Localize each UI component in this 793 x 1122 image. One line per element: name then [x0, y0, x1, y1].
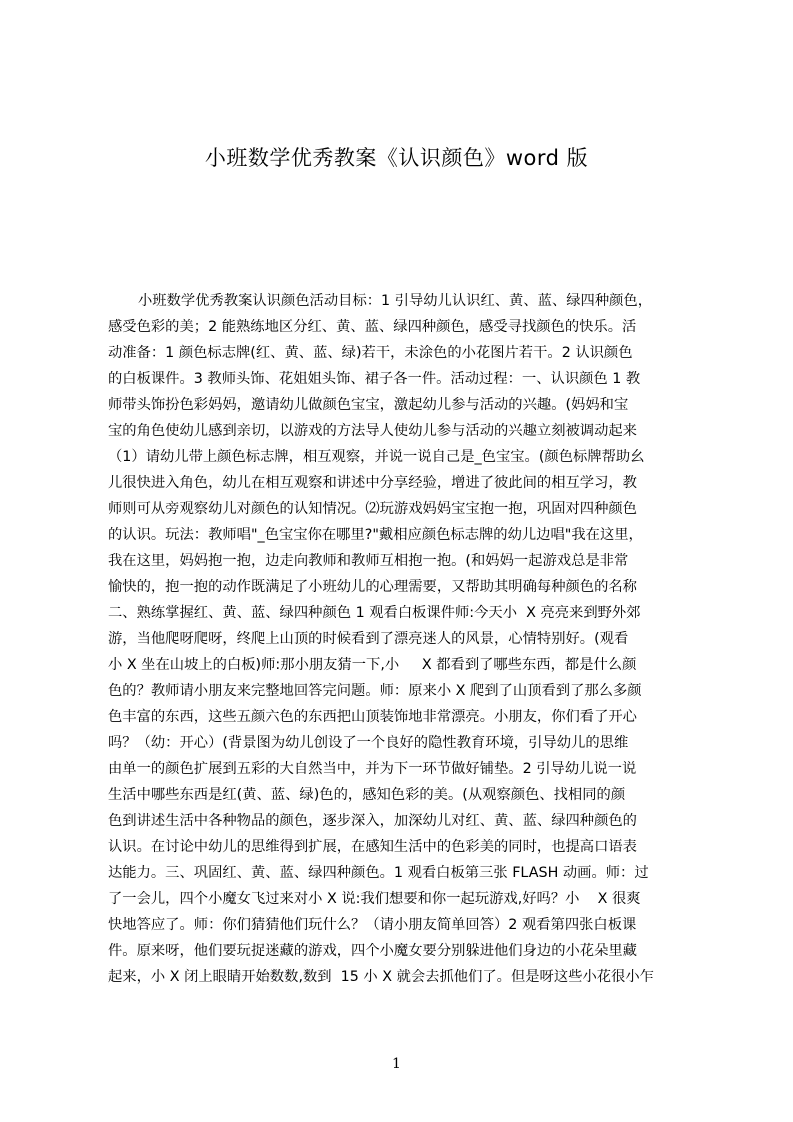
body-line: 达能力。三、巩固红、黄、蓝、绿四种颜色。1 观看白板第三张 FLASH 动画。师：过 [108, 865, 649, 881]
body-line: 小 X 坐在山坡上的白板)师:那小朋友猜一下,小 X 都看到了哪些东西，都是什么颜 [108, 657, 637, 673]
page-number: 1 [392, 1056, 401, 1072]
body-line: 小班数学优秀教案认识颜色活动目标：1 引导幼儿认识红、黄、蓝、绿四种颜色， [138, 293, 653, 309]
body-line: 吗？（幼：开心）(背景图为幼儿创设了一个良好的隐性教育环境，引导幼儿的思维 [108, 735, 629, 751]
body-line: 由单一的颜色扩展到五彩的大自然当中，并为下一环节做好铺垫。2 引导幼儿说一说 [108, 761, 637, 777]
body-line: 了一会儿，四个小魔女飞过来对小 X 说:我们想要和你一起玩游戏,好吗？小 X 很爽 [108, 891, 641, 907]
document-title: 小班数学优秀教案《认识颜色》word 版 [204, 146, 589, 170]
body-line: 生活中哪些东西是红(黄、蓝、绿)色的，感知色彩的美。(从观察颜色、找相同的颜 [108, 787, 626, 803]
body-line: （1）请幼儿带上颜色标志牌，相互观察，并说一说自己是_色宝宝。(颜色标牌帮助幺 [108, 449, 645, 465]
body-line: 二、熟练掌握红、黄、蓝、绿四种颜色 1 观看白板课件师:今天小 X 亮亮来到野外郊 [108, 605, 641, 621]
body-line: 色到讲述生活中各种物品的颜色，逐步深入，加深幼儿对红、黄、蓝、绿四种颜色的 [108, 813, 637, 829]
body-line: 件。原来呀，他们要玩捉迷藏的游戏，四个小魔女要分别躲进他们身边的小花朵里藏 [108, 943, 637, 959]
body-line: 感受色彩的美；2 能熟练地区分红、黄、蓝、绿四种颜色，感受寻找颜色的快乐。活 [108, 319, 637, 335]
body-line: 色的？教师请小朋友来完整地回答完问题。师：原来小 X 爬到了山顶看到了那么多颜 [108, 683, 642, 699]
body-line: 的认识。玩法：教师唱"_色宝宝你在哪里?"戴相应颜色标志牌的幼儿边唱"我在这里， [108, 527, 643, 543]
body-line: 宝的角色使幼儿感到亲切，以游戏的方法导人使幼儿参与活动的兴趣立刻被调动起来 [108, 423, 637, 439]
body-line: 认识。在讨论中幼儿的思维得到扩展，在感知生活中的色彩美的同时，也提高口语表 [108, 839, 637, 855]
body-line: 儿很快进入角色，幼儿在相互观察和讲述中分享经验，增进了彼此间的相互学习，教 [108, 475, 637, 491]
body-line: 起来，小 X 闭上眼睛开始数数,数到 15 小 X 就会去抓他们了。但是呀这些小花很小乍 [108, 969, 654, 985]
body-line: 师带头饰扮色彩妈妈，邀请幼儿做颜色宝宝，激起幼儿参与活动的兴趣。(妈妈和宝 [108, 397, 629, 413]
body-line: 动准备：1 颜色标志牌(红、黄、蓝、绿)若干，未涂色的小花图片若干。2 认识颜色 [108, 345, 633, 361]
body-line: 的白板课件。3 教师头饰、花姐姐头饰、裙子各一件。活动过程：一、认识颜色 1 教 [108, 371, 641, 387]
document-body [108, 288, 696, 985]
body-line: 愉快的，抱一抱的动作既满足了小班幼儿的心理需要，又帮助其明确每种颜色的名称 [108, 579, 637, 595]
body-line: 快地答应了。师：你们猜猜他们玩什么？（请小朋友简单回答）2 观看第四张白板课 [108, 917, 637, 933]
body-line: 师则可从旁观察幼儿对颜色的认知情况。⑵玩游戏妈妈宝宝抱一抱，巩固对四种颜色 [108, 501, 637, 517]
body-line: 色丰富的东西，这些五颜六色的东西把山顶装饰地非常漂亮。小朋友，你们看了开心 [108, 709, 637, 725]
body-line: 游，当他爬呀爬呀，终爬上山顶的时候看到了漂亮迷人的风景，心情特别好。(观看 [108, 631, 629, 647]
body-line: 我在这里，妈妈抱一抱，边走向教师和教师互相抱一抱。(和妈妈一起游戏总是非常 [108, 553, 629, 569]
